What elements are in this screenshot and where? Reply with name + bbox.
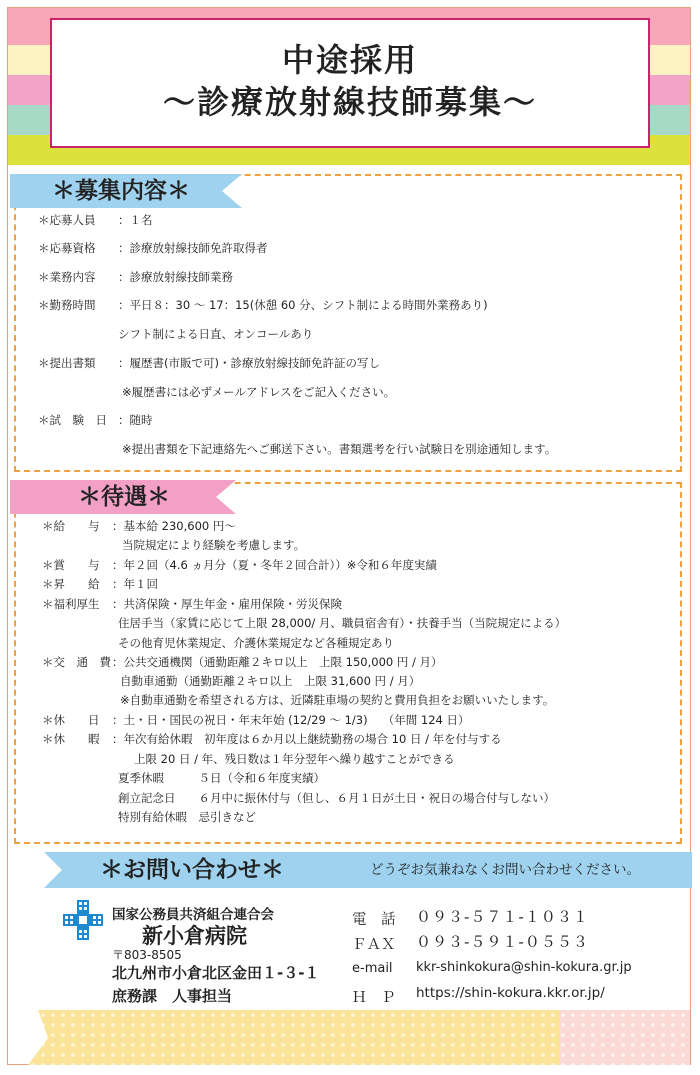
list-item: ＊勤務時間 ：平日８：30 ～ 17：15(休憩 60 分、シフト制による時間外業務あり) xyxy=(38,298,488,312)
benefits-heading: ＊待遇＊ xyxy=(78,484,170,510)
title-box xyxy=(50,18,650,148)
list-item: 住居手当（家賃に応じて上限 28,000/ 月、職員宿舎有）・扶養手当（当院規定による） xyxy=(118,616,567,630)
recruitment-heading: ＊募集内容＊ xyxy=(52,178,190,204)
hospital-logo-icon xyxy=(63,900,103,940)
fax-value: ０９３-５９１-０５５３ xyxy=(416,933,589,951)
list-item: 当院規定により経験を考慮します。 xyxy=(122,538,306,552)
hospital-name: 新小倉病院 xyxy=(142,924,247,948)
contact-subtext: どうぞお気兼ねなくお問い合わせください。 xyxy=(370,862,640,878)
page-subtitle: ～診療放射線技師募集～ xyxy=(162,83,537,121)
page-title: 中途採用 xyxy=(281,41,418,79)
email-label: e-mail xyxy=(352,961,393,976)
contact-heading: ＊お問い合わせ＊ xyxy=(100,857,284,883)
tel-label: 電 話 xyxy=(352,912,396,928)
department: 庶務課 人事担当 xyxy=(112,987,233,1005)
bottom-decoration xyxy=(8,1010,690,1065)
list-item: ※自動車通勤を希望される方は、近隣駐車場の契約と費用負担をお願いいたします。 xyxy=(120,693,555,707)
list-item: ＊応募資格 ：診療放射線技師免許取得者 xyxy=(38,241,268,255)
list-item: ＊提出書類 ：履歴書(市販で可)・診療放射線技師免許証の写し xyxy=(38,356,380,370)
list-item: ※履歴書には必ずメールアドレスをご記入ください。 xyxy=(122,385,396,399)
list-item: その他育児休業規定、介護休業規定など各種規定あり xyxy=(118,636,394,650)
list-item: シフト制による日直、オンコールあり xyxy=(118,327,314,341)
list-item: 特別有給休暇 忌引きなど xyxy=(118,810,256,824)
address: 北九州市小倉北区金田１-３-１ xyxy=(112,964,320,982)
website-link[interactable]: https://shin-kokura.kkr.or.jp/ xyxy=(416,985,605,1001)
list-item: ＊応募人員 ：１名 xyxy=(38,213,153,227)
list-item: 上限 20 日 / 年、残日数は１年分翌年へ繰り越すことができる xyxy=(134,752,455,766)
list-item: 創立記念日 ６月中に振休付与（但し、６月１日が土日・祝日の場合付与しない） xyxy=(118,791,555,805)
postal-code: 〒803-8505 xyxy=(112,948,182,962)
list-item: 自動車通勤（通勤距離２キロ以上 上限 31,600 円 / 月） xyxy=(120,674,421,688)
fax-label: ＦＡＸ xyxy=(352,937,396,953)
list-item: 夏季休暇 ５日（令和６年度実績） xyxy=(118,771,325,785)
list-item: ※提出書類を下記連絡先へご郵送下さい。書類選考を行い試験日を別途通知します。 xyxy=(122,442,557,456)
email-link[interactable]: kkr-shinkokura@shin-kokura.gr.jp xyxy=(416,960,632,975)
hp-label: Ｈ Ｐ xyxy=(352,990,396,1006)
list-item: ＊業務内容 ：診療放射線技師業務 xyxy=(38,270,233,284)
list-item: ＊試 験 日 ：随時 xyxy=(38,413,153,427)
org-parent: 国家公務員共済組合連合会 xyxy=(112,907,274,923)
tel-value: ０９３-５７１-１０３１ xyxy=(416,908,589,926)
